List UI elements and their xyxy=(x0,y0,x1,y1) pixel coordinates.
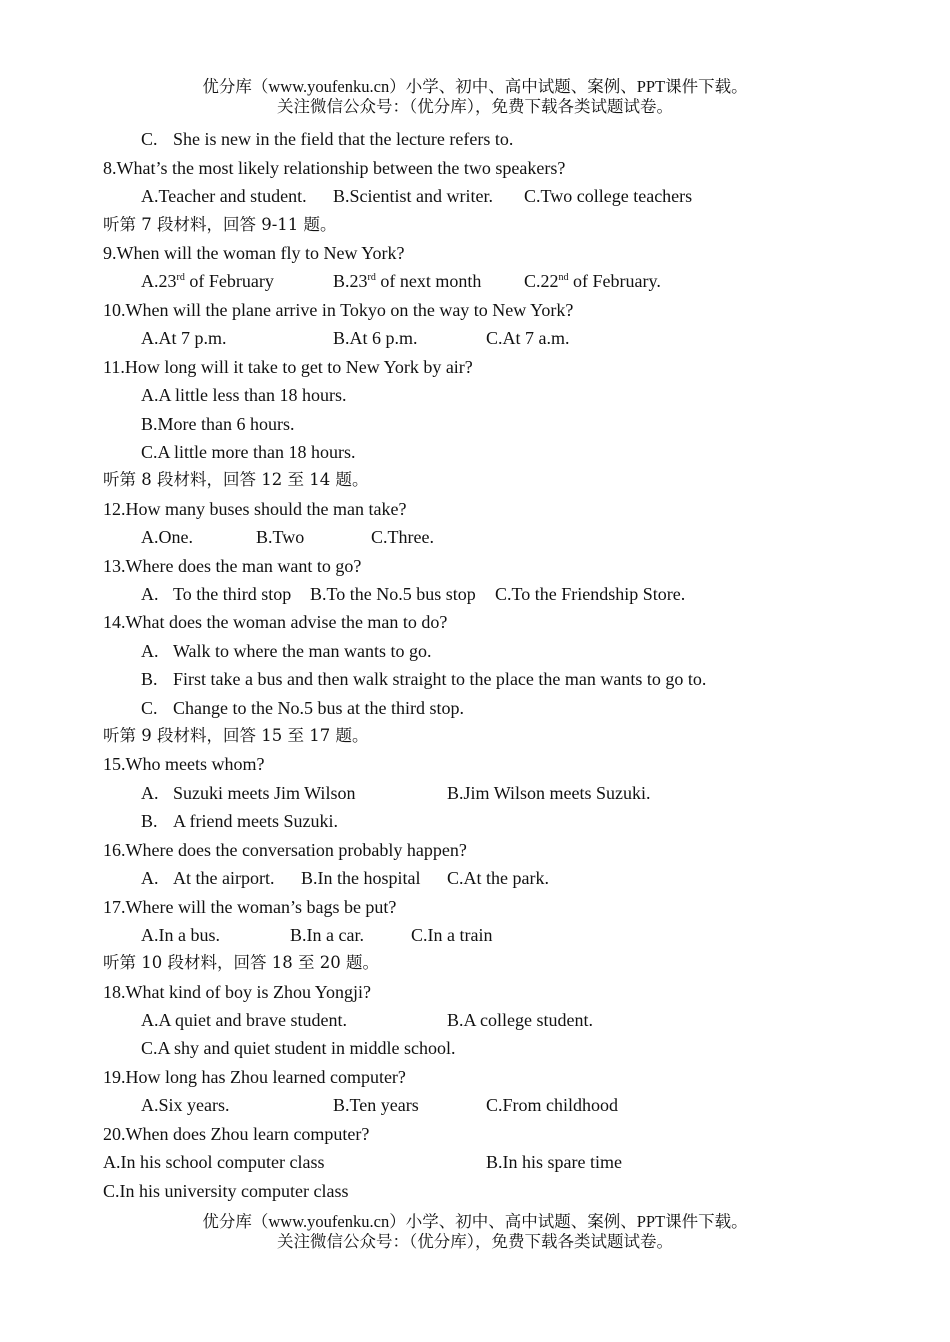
q17-option-b: B.In a car. xyxy=(290,925,364,945)
q14-option-b: B. First take a bus and then walk straight to the place the man wants to go to. xyxy=(141,669,707,689)
q15-option-b-inline: B.Jim Wilson meets Suzuki. xyxy=(447,783,651,803)
q12-option-c: C.Three. xyxy=(371,527,434,547)
q14-question: 14.What does the woman advise the man to do? xyxy=(103,612,448,632)
q15-option-b: B. A friend meets Suzuki. xyxy=(141,811,338,831)
q10-option-a: A.At 7 p.m. xyxy=(141,328,227,348)
q8-question: 8.What’s the most likely relationship between the two speakers? xyxy=(103,158,566,178)
q10-question: 10.When will the plane arrive in Tokyo on the way to New York? xyxy=(103,300,574,320)
q17-option-c: C.In a train xyxy=(411,925,493,945)
q17-option-a: A.In a bus. xyxy=(141,925,220,945)
page-footer xyxy=(0,1212,950,1252)
q19-question: 19.How long has Zhou learned computer? xyxy=(103,1067,406,1087)
q14-option-c: C. Change to the No.5 bus at the third stop. xyxy=(141,698,464,718)
q9-option-b: B.23rd of next month xyxy=(333,271,482,291)
q18-question: 18.What kind of boy is Zhou Yongji? xyxy=(103,982,371,1002)
q20-option-a: A.In his school computer class xyxy=(103,1152,325,1172)
q8-option-a: A.Teacher and student. xyxy=(141,186,307,206)
q19-option-c: C.From childhood xyxy=(486,1095,619,1115)
q16-option-a: A. At the airport. xyxy=(141,868,275,888)
q20-option-b: B.In his spare time xyxy=(486,1152,622,1172)
q12-option-a: A.One. xyxy=(141,527,193,547)
q18-option-c: C.A shy and quiet student in middle school. xyxy=(141,1038,456,1058)
header-line-1: 优分库（www.youfenku.cn）小学、初中、高中试题、案例、PPT课件下载。 xyxy=(202,77,748,96)
q8-option-c: C.Two college teachers xyxy=(524,186,693,206)
section-9-heading: 听第 9 段材料，回答 15 至 17 题。 xyxy=(103,726,369,745)
section-7-heading: 听第 7 段材料，回答 9-11 题。 xyxy=(103,215,337,234)
q19-option-b: B.Ten years xyxy=(333,1095,419,1115)
q11-option-c: C.A little more than 18 hours. xyxy=(141,442,356,462)
q13-option-c: C.To the Friendship Store. xyxy=(495,584,686,604)
q12-option-b: B.Two xyxy=(256,527,305,547)
q11-question: 11.How long will it take to get to New York by air? xyxy=(103,357,473,377)
q9-option-c: C.22nd of February. xyxy=(524,271,661,291)
q13-option-b: B.To the No.5 bus stop xyxy=(310,584,476,604)
q11-option-a: A.A little less than 18 hours. xyxy=(141,385,347,405)
header-line-2: 关注微信公众号：（优分库），免费下载各类试题试卷。 xyxy=(277,97,673,116)
q9-option-a: A.23rd of February xyxy=(141,271,274,291)
q7-option-c: C. She is new in the field that the lecture refers to. xyxy=(141,129,514,149)
page-header xyxy=(0,77,950,117)
q10-option-b: B.At 6 p.m. xyxy=(333,328,418,348)
q18-option-b: B.A college student. xyxy=(447,1010,593,1030)
q16-option-c: C.At the park. xyxy=(447,868,549,888)
footer-line-1: 优分库（www.youfenku.cn）小学、初中、高中试题、案例、PPT课件下载。 xyxy=(202,1212,748,1231)
q13-option-a: A. To the third stop xyxy=(141,584,292,604)
q8-option-b: B.Scientist and writer. xyxy=(333,186,493,206)
q10-option-c: C.At 7 a.m. xyxy=(486,328,570,348)
footer-line-2: 关注微信公众号：（优分库），免费下载各类试题试卷。 xyxy=(277,1232,673,1251)
q18-option-a: A.A quiet and brave student. xyxy=(141,1010,347,1030)
q16-option-b: B.In the hospital xyxy=(301,868,421,888)
q9-question: 9.When will the woman fly to New York? xyxy=(103,243,405,263)
section-8-heading: 听第 8 段材料，回答 12 至 14 题。 xyxy=(103,470,369,489)
q11-option-b: B.More than 6 hours. xyxy=(141,414,295,434)
section-10-heading: 听第 10 段材料，回答 18 至 20 题。 xyxy=(103,953,379,972)
q15-question: 15.Who meets whom? xyxy=(103,754,265,774)
q12-question: 12.How many buses should the man take? xyxy=(103,499,407,519)
q16-question: 16.Where does the conversation probably happen? xyxy=(103,840,467,860)
q19-option-a: A.Six years. xyxy=(141,1095,230,1115)
q14-option-a: A. Walk to where the man wants to go. xyxy=(141,641,432,661)
q20-option-c: C.In his university computer class xyxy=(103,1181,349,1201)
q20-question: 20.When does Zhou learn computer? xyxy=(103,1124,370,1144)
q15-option-a: A. Suzuki meets Jim Wilson xyxy=(141,783,356,803)
q17-question: 17.Where will the woman’s bags be put? xyxy=(103,897,397,917)
q13-question: 13.Where does the man want to go? xyxy=(103,556,362,576)
